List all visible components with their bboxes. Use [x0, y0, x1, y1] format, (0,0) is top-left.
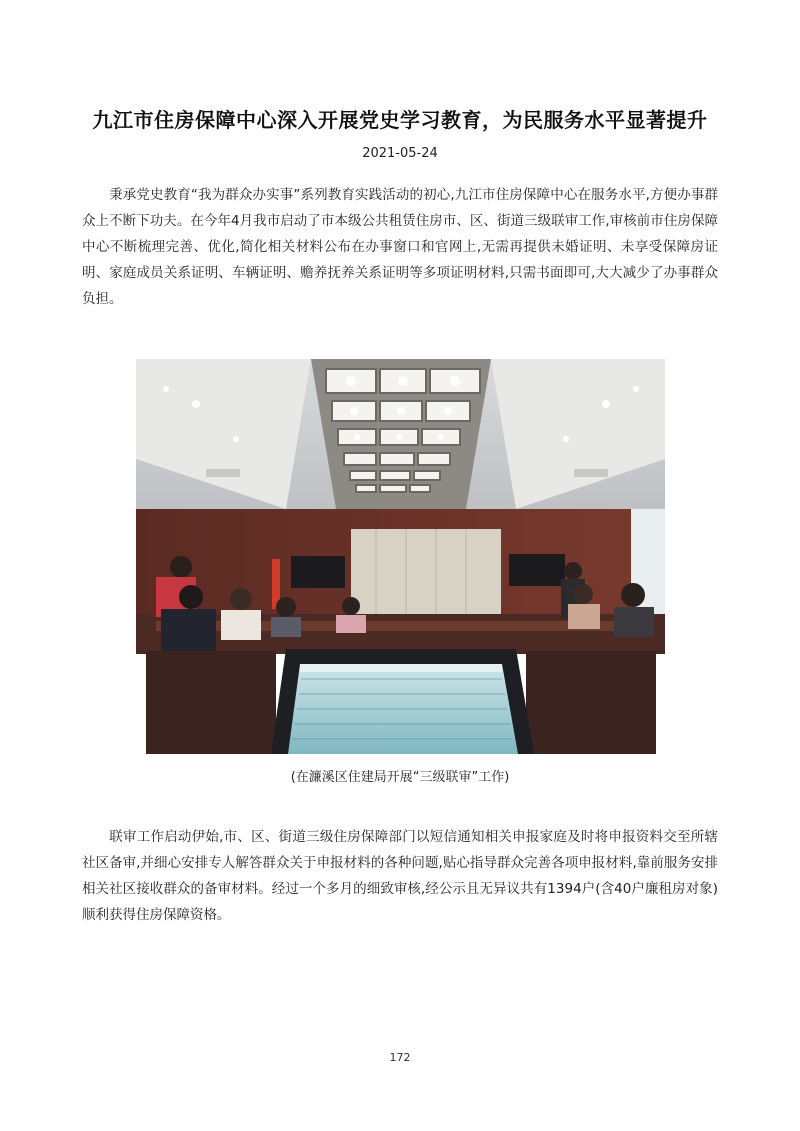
article-paragraph-2 [82, 824, 718, 928]
article-date: 2021-05-24 [362, 146, 438, 161]
paragraph-2-text: 联审工作启动伊始,市、区、街道三级住房保障部门以短信通知相关申报家庭及时将申报资料交至所辖社区备审,并细心安排专人解答群众关于申报材料的各种问题,贴心指导群众完善各项申报材料,靠前服务安排相关社区接收群众的备审材料。经过一个多月的细致审核,经公示且无异议共有1394户(含40户廉租房对象)顺利获得住房保障资格。 [82, 829, 718, 923]
page-number: 172 [389, 1051, 411, 1064]
article-paragraph-1 [82, 182, 718, 312]
paragraph-1-text: 秉承党史教育“我为群众办实事”系列教育实践活动的初心,九江市住房保障中心在服务水平,方便办事群众上不断下功夫。在今年4月我市启动了市本级公共租赁住房市、区、街道三级联审工作,审核前市住房保障中心不断梳理完善、优化,简化相关材料公布在办事窗口和官网上,无需再提供未婚证明、未享受保障房证明、家庭成员关系证明、车辆证明、赡养抚养关系证明等多项证明材料,只需书面即可,大大减少了办事群众负担。 [82, 187, 718, 307]
photo-caption: (在濂溪区住建局开展“三级联审”工作) [290, 770, 510, 785]
article-title: 九江市住房保障中心深入开展党史学习教育，为民服务水平显著提升 [92, 108, 708, 132]
meeting-photo [136, 359, 665, 754]
